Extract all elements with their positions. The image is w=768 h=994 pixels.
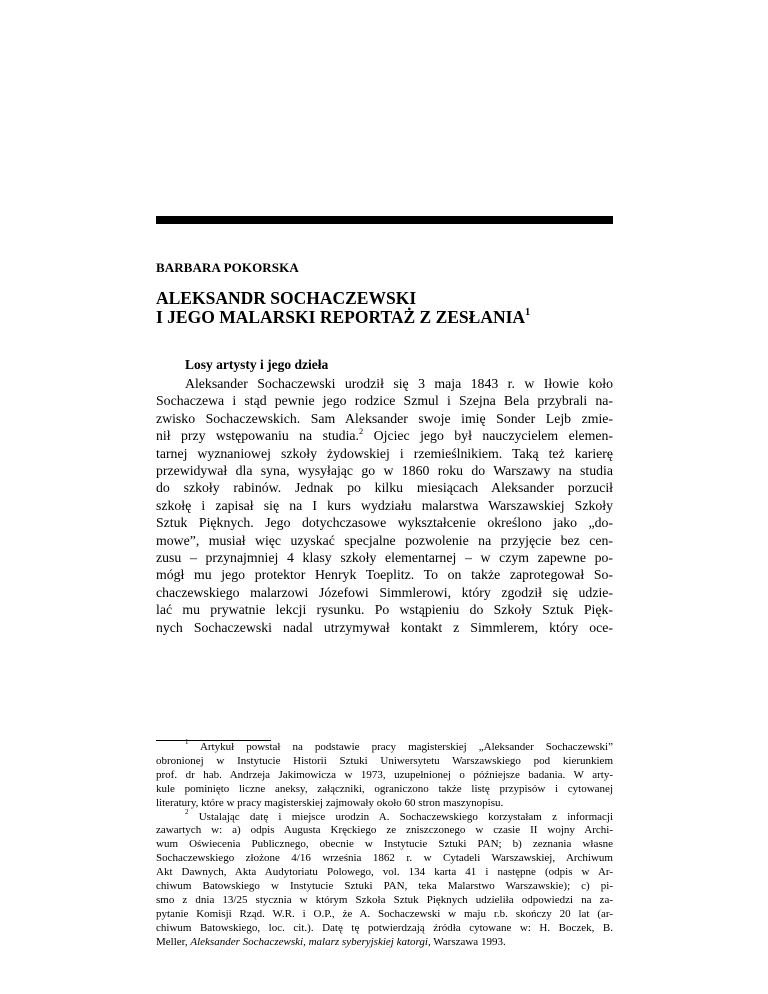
body-line: tarnej wyznaniowej szkoły żydowskiej i rzemieślnikiem. Taką też karierę	[156, 445, 613, 461]
body-line: mowe”, musiał więc uzyskać specjalne pozwolenie na przyjęcie bez cen-	[156, 532, 613, 548]
body-line: nych Sochaczewski nadal utrzymywał kontakt z Simmlerem, który oce-	[156, 619, 613, 635]
footnote-1-mark: 1	[185, 738, 189, 747]
header-rule	[156, 216, 613, 224]
section-heading: Losy artysty i jego dzieła	[185, 357, 329, 372]
body-paragraph	[156, 375, 613, 636]
footnote-2-mark: 2	[185, 807, 189, 816]
footnote-line	[156, 738, 613, 755]
footnote-line-suffix: Warszawa 1993.	[430, 935, 506, 948]
footnote-line: chiwum Batowskiego w Instytucie Sztuki PAN, teka Malarstwo Warszawskie); c) pi-	[156, 880, 613, 893]
footnote-line-prefix: Meller,	[156, 935, 191, 948]
body-line: do szkoły rabinów. Jednak po kilku miesiącach Aleksander porzucił	[156, 480, 613, 496]
footnote-line	[156, 807, 614, 825]
body-line: mógł mu jego protektor Henryk Toeplitz. To on także zaprotegował So-	[156, 567, 613, 583]
body-line: Sochaczewa i stąd pewnie jego rodzice Szmul i Szejna Bela przybrali na-	[156, 393, 613, 409]
body-line: zusu – przynajmniej 4 klasy szkoły elementarnej – w czym zapewne po-	[156, 550, 613, 566]
body-line: Sztuk Pięknych. Jego dotychczasowe wykształcenie określono jako „do-	[156, 515, 613, 531]
footnote-line: pytanie Komisji Rząd. W.R. i O.P., że A. Sochaczewski w maju r.b. skończy 20 lat (ar-	[156, 907, 613, 920]
footnote-1	[156, 738, 613, 811]
footnote-line: kule pominięto liczne aneksy, załączniki, ograniczono także listę przypisów i cytowanej	[156, 782, 613, 795]
footnote-2	[156, 807, 614, 950]
footnote-line: literatury, które w pracy magisterskiej zajmowały około 60 stron maszynopisu.	[156, 796, 504, 809]
body-line: przewidywał dla syna, wysyłając go w 1860 roku do Warszawy na studia	[156, 463, 613, 479]
footnote-line: obronionej w Instytucie Historii Sztuki Uniwersytetu Warszawskiego pod kierunkiem	[156, 754, 613, 767]
title-footnote-mark: 1	[525, 307, 531, 319]
footnote-line: wum Oświecenia Publicznego, obecnie w Instytucie Sztuki PAN; b) zeznania własne	[156, 838, 613, 851]
footnote-line-text: Ustalając datę i miejsce urodzin A. Sochaczewskiego korzystałam z informacji	[198, 810, 614, 823]
article-title	[156, 289, 616, 327]
footnote-line	[156, 936, 613, 950]
footnote-line: chiwum Batowskiego, loc. cit.). Datę tę potwierdzają źródła cytowane w: H. Boczek, B.	[156, 921, 613, 934]
title-line-2	[156, 308, 616, 327]
cited-book-title: Aleksander Sochaczewski, malarz syberyjskiej katorgi,	[190, 935, 431, 948]
title-line-2-text: I JEGO MALARSKI REPORTAŻ Z ZESŁANIA	[156, 307, 526, 327]
body-line: szkołę i zapisał się na I kurs wydziału malarstwa Warszawskiej Szkoły	[156, 497, 613, 513]
footnote-line: zawartych w: a) odpis Augusta Kręckiego ze zniszczonego w czasie II wojny Archi-	[156, 824, 613, 837]
body-line-continuation: Ojciec jego był nauczycielem elemen-	[373, 428, 614, 444]
body-line: Aleksander Sochaczewski urodził się 3 maja 1843 r. w Iłowie koło	[185, 376, 613, 391]
body-line-text: nił przy wstępowaniu na studia.	[156, 428, 359, 444]
body-line: zwisko Sochaczewskich. Sam Aleksander swoje imię Sonder Lejb zmie-	[156, 410, 613, 426]
footnote-line-text: Artykuł powstał na podstawie pracy magisterskiej „Aleksander Sochaczewski”	[199, 741, 613, 753]
author-name: BARBARA POKORSKA	[156, 260, 299, 275]
footnote-line: Sochaczewskiego złożone 4/16 września 1862 r. w Cytadeli Warszawskiej, Archiwum	[156, 852, 613, 865]
body-line: chaczewskiego malarzowi Józefowi Simmlerowi, który zgodził się udzie-	[156, 584, 613, 600]
footnote-line: Akt Dawnych, Akta Audytoriatu Polowego, vol. 134 karta 41 i następne (odpis w Ar-	[156, 866, 613, 879]
footnote-line: prof. dr hab. Andrzeja Jakimowicza w 1973, uzupełnionej o późniejsze badania. W arty-	[156, 768, 613, 781]
body-line	[156, 427, 613, 444]
body-line: lać mu prywatnie lekcji rysunku. Po wstąpieniu do Szkoły Sztuk Pięk-	[156, 602, 613, 618]
footnotes	[156, 738, 614, 950]
footnote-ref-2: 2	[359, 425, 364, 436]
title-line-1: ALEKSANDR SOCHACZEWSKI	[156, 288, 417, 308]
footnote-line: smo z dnia 13/25 stycznia w którym Szkoła Sztuk Pięknych udzieliła odpowiedzi na za-	[156, 893, 613, 906]
